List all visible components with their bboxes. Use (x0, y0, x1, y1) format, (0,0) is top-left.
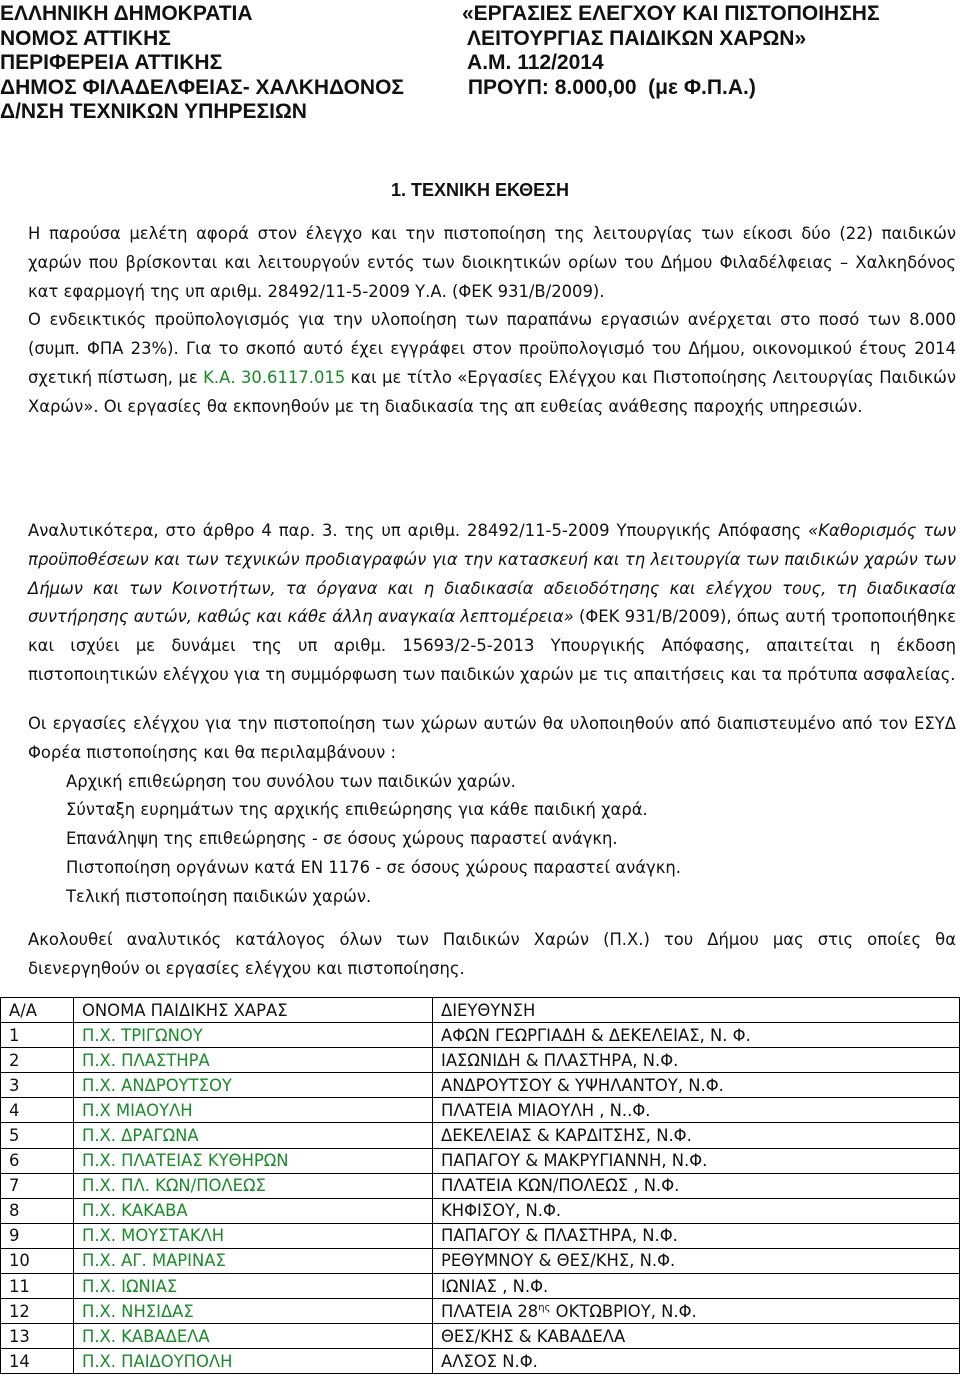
row-aa: 12 (1, 1299, 74, 1324)
row-aa: 1 (1, 1023, 74, 1048)
row-name: Π.Χ. ΠΛ. ΚΩΝ/ΠΟΛΕΩΣ (74, 1173, 433, 1198)
row-aa: 5 (1, 1123, 74, 1148)
header-left (0, 2, 404, 125)
row-address: ΠΑΠΑΓΟΥ & ΠΛΑΣΤΗΡΑ, Ν.Φ. (433, 1223, 960, 1248)
table-row (1, 1148, 960, 1173)
works-item: Αρχική επιθεώρηση του συνόλου των παιδικών χαρών. (66, 771, 516, 791)
header-address: ΔΙΕΥΘΥΝΣΗ (433, 998, 960, 1023)
project-budget: ΠΡΟΥΠ: 8.000,00 (με Φ.Π.Α.) (462, 75, 756, 99)
table-row (1, 1349, 960, 1374)
header-country: ΕΛΛΗΝΙΚΗ ΔΗΜΟΚΡΑΤΙΑ (0, 2, 253, 25)
row-address: ΑΛΣΟΣ Ν.Φ. (433, 1349, 960, 1374)
works-item: Πιστοποίηση οργάνων κατά ΕΝ 1176 - σε όσους χώρους παραστεί ανάγκη. (66, 857, 682, 877)
row-name: Π.Χ. ΑΓ. ΜΑΡΙΝΑΣ (74, 1248, 433, 1273)
row-address: ΠΛΑΤΕΙΑ ΜΙΑΟΥΛΗ , Ν..Φ. (433, 1098, 960, 1123)
paragraph-intro-a: Η παρούσα μελέτη αφορά στον έλεγχο και την πιστοποίηση της λειτουργίας των είκοσι δύο (22) παιδικών χαρών που βρίσκονται και λειτουργούν εντός των διοικητικών ορίων του Δήμου Φιλαδέλφειας – Χαλκηδόνος κατ εφαρμογή της υπ αριθμ. 28492/11-5-2009 Υ.Α. (ΦΕΚ 931/Β/2009). (28, 224, 956, 301)
works-item: Επανάληψη της επιθεώρησης - σε όσους χώρους παραστεί ανάγκη. (66, 829, 618, 849)
table-row (1, 1023, 960, 1048)
regulation-outro: (ΦΕΚ 931/Β/2009), όπως αυτή τροποποιήθηκε και ισχύει με δυνάμει της υπ αριθμ. 15693/2-5-2013 Υπουργικής Απόφασης, απαιτείται η έκδοση πιστοποιητικών ελέγχου για τη συμμόρφωση των παιδικών χαρών με τις απαιτήσεις και τα πρότυπα ασφαλείας. (28, 607, 956, 684)
address-ordinal: ης (538, 1302, 551, 1314)
table-row (1, 1173, 960, 1198)
row-aa: 6 (1, 1148, 74, 1173)
regulation-title: «Καθορισμός των προϋποθέσεων και των τεχνικών προδιαγραφών για την κατασκευή και τη λειτουργία των παιδικών χαρών των Δήμων και των Κοινοτήτων, τα όργανα και η διαδικασία αδειοδότησης και ελέγχου τους, τη διαδικασία συντήρησης αυτών, καθώς και κάθε άλλη αναγκαία λεπτομέρεια» (28, 521, 957, 627)
works-item: Σύνταξη ευρημάτων της αρχικής επιθεώρησης για κάθε παιδική χαρά. (66, 800, 648, 820)
paragraph-regulation-body (28, 517, 956, 690)
table-row (1, 1324, 960, 1349)
row-address: ΠΑΠΑΓΟΥ & ΜΑΚΡΥΓΙΑΝΝΗ, Ν.Φ. (433, 1148, 960, 1173)
row-name: Π.Χ. ΙΩΝΙΑΣ (74, 1274, 433, 1299)
row-name: Π.Χ ΜΙΑΟΥΛΗ (74, 1098, 433, 1123)
row-name: Π.Χ. ΚΑΒΑΔΕΛΑ (74, 1324, 433, 1349)
table-row (1, 1299, 960, 1324)
table-row (1, 1048, 960, 1073)
row-name: Π.Χ. ΚΑΚΑΒΑ (74, 1198, 433, 1223)
row-address: ΔΕΚΕΛΕΙΑΣ & ΚΑΡΔΙΤΣΗΣ, Ν.Φ. (433, 1123, 960, 1148)
playgrounds-table (0, 997, 960, 1374)
table-row (1, 1274, 960, 1299)
paragraph-list-intro (28, 926, 956, 984)
row-address: ΙΩΝΙΑΣ , Ν.Φ. (433, 1274, 960, 1299)
paragraph-regulation (28, 517, 956, 690)
table-row (1, 1248, 960, 1273)
section-title: 1. ΤΕΧΝΙΚΗ ΕΚΘΕΣΗ (390, 180, 569, 200)
budget-code: Κ.Α. 30.6117.015 (203, 367, 346, 387)
row-aa: 13 (1, 1324, 74, 1349)
row-aa: 10 (1, 1248, 74, 1273)
row-name: Π.Χ. ΠΛΑΣΤΗΡΑ (74, 1048, 433, 1073)
list-intro-text: Ακολουθεί αναλυτικός κατάλογος όλων των Παιδικών Χαρών (Π.Χ.) του Δήμου μας στις οποίες θα διενεργηθούν οι εργασίες ελέγχου και πιστοποίησης. (28, 930, 956, 978)
paragraph-intro (28, 220, 956, 422)
address-main: ΠΛΑΤΕΙΑ 28 (441, 1301, 539, 1321)
table-row (1, 1098, 960, 1123)
table-row (1, 1123, 960, 1148)
row-address: ΙΑΣΩΝΙΔΗ & ΠΛΑΣΤΗΡΑ, Ν.Φ. (433, 1048, 960, 1073)
works-intro: Οι εργασίες ελέγχου για την πιστοποίηση των χώρων αυτών θα υλοποιηθούν από διαπιστευμένο από τον ΕΣΥΔ Φορέα πιστοποίησης και θα περιλαμβάνουν : (28, 714, 956, 762)
row-address (433, 1299, 960, 1324)
row-name: Π.Χ. ΝΗΣΙΔΑΣ (74, 1299, 433, 1324)
row-name: Π.Χ. ΠΛΑΤΕΙΑΣ ΚΥΘΗΡΩΝ (74, 1148, 433, 1173)
row-address: ΡΕΘΥΜΝΟΥ & ΘΕΣ/ΚΗΣ, Ν.Φ. (433, 1248, 960, 1273)
table-row (1, 1073, 960, 1098)
row-address: ΚΗΦΙΣΟΥ, Ν.Φ. (433, 1198, 960, 1223)
address-rest: ΟΚΤΩΒΡΙΟΥ, Ν.Φ. (550, 1301, 697, 1321)
header-name: ΟΝΟΜΑ ΠΑΙΔΙΚΗΣ ΧΑΡΑΣ (74, 998, 433, 1023)
table-row (1, 1198, 960, 1223)
paragraph-works (28, 710, 956, 912)
header-region: ΠΕΡΙΦΕΡΕΙΑ ΑΤΤΙΚΗΣ (0, 51, 223, 74)
project-title-line2: ΛΕΙΤΟΥΡΓΙΑΣ ΠΑΙΔΙΚΩΝ ΧΑΡΩΝ» (462, 26, 807, 50)
row-aa: 8 (1, 1198, 74, 1223)
row-name: Π.Χ. ΠΑΙΔΟΥΠΟΛΗ (74, 1349, 433, 1374)
works-item: Τελική πιστοποίηση παιδικών χαρών. (66, 886, 372, 906)
row-address: ΑΝΔΡΟΥΤΣΟΥ & ΥΨΗΛΑΝΤΟΥ, Ν.Φ. (433, 1073, 960, 1098)
row-aa: 2 (1, 1048, 74, 1073)
table-header-row (1, 998, 960, 1023)
row-aa: 9 (1, 1223, 74, 1248)
header-aa: Α/Α (1, 998, 74, 1023)
project-title-line1: «ΕΡΓΑΣΙΕΣ ΕΛΕΓΧΟΥ ΚΑΙ ΠΙΣΤΟΠΟΙΗΣΗΣ (462, 2, 880, 25)
row-aa: 4 (1, 1098, 74, 1123)
header-right (462, 2, 880, 100)
row-name: Π.Χ. ΔΡΑΓΩΝΑ (74, 1123, 433, 1148)
paragraph-budget-text: Ο ενδεικτικός προϋπολογισμός για την υλοποίηση των παραπάνω εργασιών ανέρχεται στο ποσό των 8.000 (συμπ. ΦΠΑ 23%). Για το σκοπό αυτό έχει εγγράφει στον προϋπολογισμό του Δήμου, οικονομικού έτους 2014 σχετική πίστωση, με (28, 310, 956, 387)
row-aa: 7 (1, 1173, 74, 1198)
table-row (1, 1223, 960, 1248)
row-aa: 14 (1, 1349, 74, 1374)
regulation-intro: Αναλυτικότερα, στο άρθρο 4 παρ. 3. της υπ αριθμ. 28492/11-5-2009 Υπουργικής Απόφασης (28, 521, 809, 540)
header-department: Δ/ΝΣΗ ΤΕΧΝΙΚΩΝ ΥΠΗΡΕΣΙΩΝ (0, 100, 307, 123)
row-aa: 3 (1, 1073, 74, 1098)
row-address: ΠΛΑΤΕΙΑ ΚΩΝ/ΠΟΛΕΩΣ , Ν.Φ. (433, 1173, 960, 1198)
row-name: Π.Χ. ΜΟΥΣΤΑΚΛΗ (74, 1223, 433, 1248)
header-municipality: ΔΗΜΟΣ ΦΙΛΑΔΕΛΦΕΙΑΣ- ΧΑΛΚΗΔΟΝΟΣ (0, 75, 405, 99)
row-name: Π.Χ. ΤΡΙΓΩΝΟΥ (74, 1023, 433, 1048)
project-number: Α.Μ. 112/2014 (462, 51, 604, 74)
header-prefecture: ΝΟΜΟΣ ΑΤΤΙΚΗΣ (0, 26, 171, 50)
row-address: ΑΦΩΝ ΓΕΩΡΓΙΑΔΗ & ΔΕΚΕΛΕΙΑΣ, Ν. Φ. (433, 1023, 960, 1048)
row-address: ΘΕΣ/ΚΗΣ & ΚΑΒΑΔΕΛΑ (433, 1324, 960, 1349)
row-aa: 11 (1, 1274, 74, 1299)
paragraph-budget (28, 306, 956, 421)
paragraph-budget-tail: και με τίτλο «Εργασίες Ελέγχου και Πιστοποίησης Λειτουργίας Παιδικών Χαρών». Οι εργασίες θα εκπονηθούν με τη διαδικασία της απ ευθείας ανάθεσης παροχής υπηρεσιών. (28, 367, 956, 416)
row-name: Π.Χ. ΑΝΔΡΟΥΤΣΟΥ (74, 1073, 433, 1098)
